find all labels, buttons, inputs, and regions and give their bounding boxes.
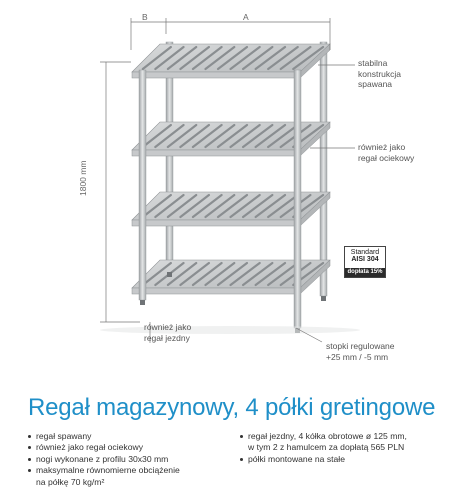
feature-item: maksymalne równomierne obciążenie na półkę 70 kg/m² bbox=[28, 465, 228, 488]
rack-frame bbox=[100, 42, 360, 334]
adjustable-foot bbox=[321, 296, 326, 301]
floor-shadow bbox=[100, 326, 360, 334]
features-left bbox=[28, 431, 228, 488]
feature-item: regał jezdny, 4 kółka obrotowe ø 125 mm, w tym 2 z hamulcem za dopłatą 565 PLN bbox=[240, 431, 460, 454]
feature-item: regał spawany bbox=[28, 431, 228, 442]
callout-mobile: również jako regał jezdny bbox=[144, 322, 192, 343]
adjustable-foot bbox=[167, 272, 172, 277]
badge-surcharge: dopłata 15% bbox=[345, 268, 385, 277]
callout-drip: również jako regał ociekowy bbox=[358, 142, 415, 163]
feature-item: nogi wykonane z profilu 30x30 mm bbox=[28, 454, 228, 465]
shelf-front-edge bbox=[132, 150, 300, 156]
dimension-a-label: A bbox=[243, 12, 249, 22]
badge-line-2: AISI 304 bbox=[351, 256, 379, 263]
features-right bbox=[240, 431, 460, 465]
feature-item: półki montowane na stałe bbox=[240, 454, 460, 465]
leg-front-left bbox=[139, 70, 146, 300]
dimension-height-label: 1800 mm bbox=[78, 160, 88, 196]
dimension-b-label: B bbox=[142, 12, 148, 22]
feature-item: również jako regał ociekowy bbox=[28, 442, 228, 453]
adjustable-foot bbox=[140, 300, 145, 305]
aisi-standard-badge bbox=[344, 246, 386, 278]
callout-feet: stopki regulowane +25 mm / -5 mm bbox=[326, 341, 395, 362]
shelf-front-edge bbox=[132, 288, 300, 294]
badge-line-1: Standard bbox=[350, 249, 380, 256]
leg-front-right bbox=[294, 70, 301, 328]
product-title: Regał magazynowy, 4 półki gretingowe bbox=[28, 394, 436, 421]
leg-back-right bbox=[320, 42, 327, 296]
shelf-front-edge bbox=[132, 72, 300, 78]
shelf-front-edge bbox=[132, 220, 300, 226]
callout-welded: stabilna konstrukcja spawana bbox=[358, 58, 401, 89]
